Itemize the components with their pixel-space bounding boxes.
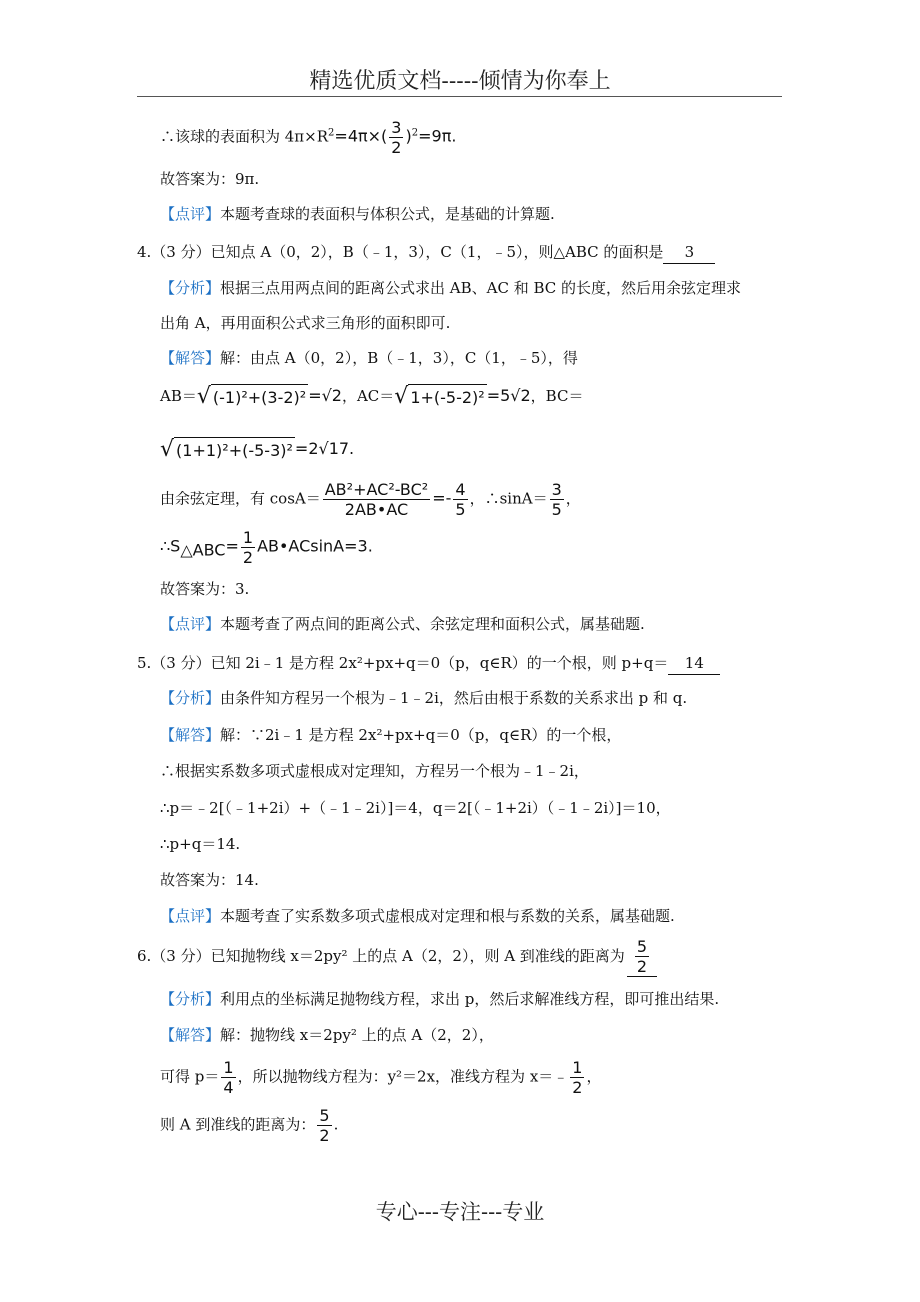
- q4-answer: 故答案为：3.: [160, 580, 250, 598]
- q4-area-eq: =: [225, 536, 239, 556]
- q4-distances-row: [160, 384, 583, 410]
- q5-solution-line1: 解：∵2i﹣1 是方程 2x²+px+q＝0（p，q∈R）的一个根，: [220, 726, 622, 744]
- q6-solution: [160, 1024, 494, 1046]
- q4-area-tail: AB•ACsinA=3.: [257, 536, 373, 556]
- q4-ab-value: =√2: [308, 386, 342, 405]
- q5-solution: [160, 724, 621, 746]
- q6-solution-tag: 【解答】: [160, 1026, 221, 1044]
- q6-dist-prefix: 则 A 到准线的距离为：: [160, 1115, 316, 1134]
- q4-cos-eq: =-: [432, 488, 452, 508]
- sqrt-symbol: √: [160, 437, 175, 462]
- q6-p-prefix: 可得 p＝: [160, 1067, 220, 1086]
- q4-stem: [137, 241, 715, 264]
- q6-p-fraction: [221, 1058, 235, 1097]
- q3-conclusion-tail: ): [405, 126, 412, 146]
- q5-answer: 故答案为：14.: [160, 871, 259, 889]
- q4-ac-label: ，AC＝: [341, 387, 395, 405]
- q4-ab-radicand: (-1)²+(3-2)²: [211, 384, 308, 410]
- q4-ac-sqrt: [394, 384, 486, 410]
- q6-directrix-fraction: [570, 1058, 584, 1097]
- q5-solution-line2: ∴根据实系数多项式虚根成对定理知，方程另一个根为﹣1﹣2i，: [160, 762, 589, 780]
- q3-answer: 故答案为：9π.: [160, 170, 260, 188]
- q4-analysis-line1: 根据三点用两点间的距离公式求出 AB、AC 和 BC 的长度，然后用余弦定理求: [220, 279, 742, 297]
- q4-sin-prefix: ，∴sinA＝: [469, 489, 548, 508]
- q4-area-den: 2: [242, 548, 254, 567]
- q5-analysis-tag: 【分析】: [160, 689, 221, 707]
- q4-stem-text: 4.（3 分）已知点 A（0，2），B（﹣1，3），C（1，﹣5），则△ABC 的面积是: [137, 243, 664, 261]
- q6-p-num: 1: [223, 1058, 234, 1077]
- q4-ab-sqrt: [197, 384, 308, 410]
- q6-stem-text: 6.（3 分）已知抛物线 x＝2py² 上的点 A（2，2），则 A 到准线的距离为: [137, 947, 625, 965]
- q4-ab-label: AB＝: [160, 387, 197, 405]
- q6-dist-end: .: [333, 1115, 339, 1134]
- q4-cos-prefix: 由余弦定理，有 cosA＝: [160, 489, 321, 508]
- q4-review: [160, 613, 645, 635]
- q5-solution-tag: 【解答】: [160, 726, 221, 744]
- q4-area-fraction: [241, 528, 255, 567]
- q4-analysis: [160, 277, 741, 299]
- q6-dir-num: 1: [572, 1058, 583, 1077]
- q6-p-end: ，: [586, 1067, 602, 1086]
- q4-review-text: 本题考查了两点间的距离公式、余弦定理和面积公式，属基础题.: [220, 615, 645, 633]
- q5-stem-text: 5.（3 分）已知 2i﹣1 是方程 2x²+px+q＝0（p，q∈R）的一个根，则 p+q＝: [137, 654, 669, 672]
- q4-cos-row: [160, 480, 581, 519]
- q5-solution-line4: ∴p+q＝14.: [160, 835, 241, 853]
- q4-sin-num: 3: [551, 480, 562, 499]
- q4-bc-label: ，BC＝: [530, 387, 584, 405]
- q6-p-mid: ，所以抛物线方程为：y²＝2x，准线方程为 x＝﹣: [237, 1067, 569, 1086]
- q4-area-num: 1: [242, 528, 254, 547]
- q4-review-tag: 【点评】: [160, 615, 221, 633]
- q4-ac-radicand: 1+(-5-2)²: [408, 384, 486, 410]
- q4-bc-row: [160, 437, 354, 463]
- q4-solution-tag: 【解答】: [160, 349, 221, 367]
- q4-solution-line1: 解：由点 A（0，2），B（﹣1，3），C（1，﹣5），得: [220, 349, 578, 367]
- q4-cos-den: 2AB•AC: [344, 500, 409, 519]
- q4-sin-fraction: [550, 480, 564, 519]
- sqrt-symbol: √: [196, 384, 211, 409]
- q6-stem: [137, 937, 659, 977]
- q6-dist-num: 5: [319, 1106, 330, 1125]
- q5-analysis-text: 由条件知方程另一个根为﹣1﹣2i，然后由根于系数的关系求出 p 和 q.: [220, 689, 688, 707]
- q4-answer-blank: 3: [663, 241, 715, 264]
- q5-solution-line3: ∴p＝﹣2[（﹣1+2i）+（﹣1﹣2i）]＝4，q＝2[（﹣1+2i）（﹣1﹣2i）]＝10，: [160, 799, 671, 817]
- q5-review-tag: 【点评】: [160, 907, 221, 925]
- q4-cos-val-den: 5: [455, 500, 466, 519]
- q6-dist-den: 2: [319, 1126, 330, 1145]
- q6-blank-den: 2: [636, 957, 647, 976]
- q6-distance-row: [160, 1106, 338, 1145]
- page-footer: 专心---专注---专业: [375, 1200, 545, 1224]
- q5-review: [160, 905, 675, 927]
- q6-p-row: [160, 1058, 602, 1097]
- q6-analysis-tag: 【分析】: [160, 990, 221, 1008]
- q4-area-row: [160, 528, 373, 567]
- q5-review-text: 本题考查了实系数多项式虚根成对定理和根与系数的关系，属基础题.: [220, 907, 675, 925]
- q4-cos-fraction: [323, 480, 430, 519]
- q3-frac-num: 3: [391, 118, 402, 137]
- q5-stem: [137, 652, 720, 675]
- q3-review-text: 本题考查球的表面积与体积公式，是基础的计算题.: [220, 205, 555, 223]
- q6-analysis-text: 利用点的坐标满足抛物线方程，求出 p，然后求解准线方程，即可推出结果.: [220, 990, 720, 1008]
- q6-solution-line1: 解：抛物线 x＝2py² 上的点 A（2，2），: [220, 1026, 494, 1044]
- q6-analysis: [160, 988, 719, 1010]
- q4-ac-value: =5√2: [486, 386, 531, 405]
- q3-conclusion: [160, 118, 456, 157]
- q3-conclusion-end: =9π.: [418, 126, 457, 146]
- q4-cos-num: AB²+AC²-BC²: [324, 480, 429, 499]
- header-rule: [137, 96, 782, 97]
- q3-sup: 2: [328, 127, 335, 139]
- q4-sin-end: ，: [565, 489, 581, 508]
- q6-dist-fraction: [317, 1106, 331, 1145]
- q4-analysis-tag: 【分析】: [160, 279, 221, 297]
- q4-solution: [160, 347, 578, 369]
- q6-answer-blank: [627, 937, 657, 977]
- q4-sin-den: 5: [551, 500, 562, 519]
- q3-frac-den: 2: [391, 138, 402, 157]
- q4-bc-sqrt: [160, 437, 295, 463]
- q4-cos-val-num: 4: [455, 480, 466, 499]
- q4-cos-value-fraction: [453, 480, 467, 519]
- q4-analysis-line2: 出角 A，再用面积公式求三角形的面积即可.: [160, 314, 451, 332]
- sqrt-symbol: √: [394, 384, 409, 409]
- page-header-title: 精选优质文档-----倾情为你奉上: [309, 69, 611, 94]
- q3-conclusion-eq: =4π×(: [334, 126, 388, 146]
- q5-answer-blank: 14: [668, 652, 720, 675]
- q6-p-den: 4: [223, 1078, 234, 1097]
- q4-area-sub: △ABC: [180, 540, 226, 560]
- q3-tail-sup: 2: [411, 127, 419, 139]
- q4-area-prefix: ∴S: [160, 536, 181, 556]
- q4-bc-value: =2√17.: [294, 439, 355, 458]
- q3-review-tag: 【点评】: [160, 205, 221, 223]
- q3-review: [160, 203, 555, 225]
- q5-analysis: [160, 687, 687, 709]
- q6-blank-num: 5: [636, 937, 647, 956]
- q6-dir-den: 2: [572, 1078, 583, 1097]
- q3-fraction: [389, 118, 403, 157]
- q4-bc-radicand: (1+1)²+(-5-3)²: [174, 437, 295, 463]
- q3-conclusion-prefix: ∴该球的表面积为 4π×R: [160, 127, 329, 146]
